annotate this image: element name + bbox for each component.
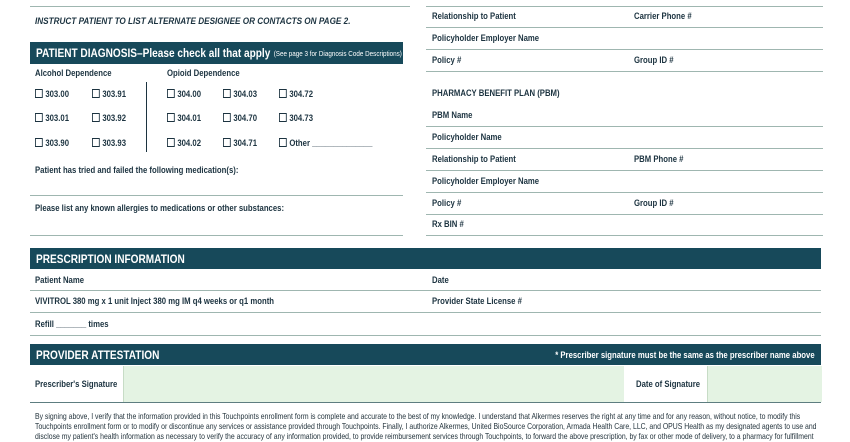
divider — [426, 148, 823, 149]
employer2-label: Policyholder Employer Name — [432, 176, 540, 186]
divider — [426, 27, 823, 28]
checkbox-304-00[interactable]: 304.00 — [167, 89, 201, 99]
divider — [30, 402, 821, 403]
alcohol-heading: Alcohol Dependence — [35, 68, 112, 78]
prescription-header — [30, 248, 821, 269]
checkbox-303-90[interactable]: 303.90 — [35, 138, 69, 148]
policy-label: Policy # — [432, 55, 462, 65]
checkbox-304-73[interactable]: 304.73 — [279, 113, 313, 123]
policy2-label: Policy # — [432, 198, 462, 208]
checkbox-304-02[interactable]: 304.02 — [167, 138, 201, 148]
checkbox-304-70[interactable]: 304.70 — [223, 113, 257, 123]
checkbox-304-71[interactable]: 304.71 — [223, 138, 257, 148]
pbm-name-label: PBM Name — [432, 110, 473, 120]
rx-bin-label: Rx BIN # — [432, 219, 464, 229]
attestation-text-line1: By signing above, I verify that the information provided in this Touchpoints enrollment form is complete and accurate to the best of my knowledge. I understand that Alkermes reserves the right at any time and for any reason, without notice, to modify this — [35, 412, 801, 421]
checkbox-304-01[interactable]: 304.01 — [167, 113, 201, 123]
divider — [426, 49, 823, 50]
group2-label: Group ID # — [634, 198, 674, 208]
tried-failed-label: Patient has tried and failed the following medication(s): — [35, 165, 239, 175]
checkbox-303-93[interactable]: 303.93 — [92, 138, 126, 148]
checkbox-303-00[interactable]: 303.00 — [35, 89, 69, 99]
attestation-header — [30, 344, 821, 365]
patient-name-label: Patient Name — [35, 275, 85, 285]
divider — [30, 312, 821, 313]
divider — [426, 214, 823, 215]
checkbox-303-92[interactable]: 303.92 — [92, 113, 126, 123]
signature-field[interactable] — [123, 366, 624, 402]
attestation-text-line3: disclose my patient's health information as necessary to verify the accuracy of any information provided, to provide reimbursement services through Touchpoints, to forward the above prescription, by fax or other mode of delivery, to a pharmacy for fulfillment — [35, 432, 814, 441]
tried-failed-line[interactable] — [30, 195, 403, 196]
date-of-signature-label: Date of Signature — [636, 379, 701, 389]
divider — [426, 170, 823, 171]
checkbox-other[interactable]: Other ______________ — [279, 138, 372, 148]
drug-label: VIVITROL 380 mg x 1 unit Inject 380 mg IM q4 weeks or q1 month — [35, 296, 274, 306]
checkbox-304-72[interactable]: 304.72 — [279, 89, 313, 99]
divider — [426, 192, 823, 193]
group-label: Group ID # — [634, 55, 674, 65]
diagnosis-header — [30, 42, 403, 64]
divider — [426, 235, 823, 236]
attestation-title: PROVIDER ATTESTATION — [36, 347, 160, 362]
relationship-label: Relationship to Patient — [432, 11, 516, 21]
refill-label[interactable]: Refill _______ times — [35, 319, 109, 329]
prescription-title: PRESCRIPTION INFORMATION — [36, 251, 185, 266]
pbm-phone-label: PBM Phone # — [634, 154, 684, 164]
pbm-heading: PHARMACY BENEFIT PLAN (PBM) — [432, 88, 560, 98]
instruct-text: INSTRUCT PATIENT TO LIST ALTERNATE DESIGNEE OR CONTACTS ON PAGE 2. — [35, 16, 351, 27]
checkbox-303-01[interactable]: 303.01 — [35, 113, 69, 123]
checkbox-303-91[interactable]: 303.91 — [92, 89, 126, 99]
checkbox-304-03[interactable]: 304.03 — [223, 89, 257, 99]
date-label: Date — [432, 275, 449, 285]
policyholder-name-label: Policyholder Name — [432, 132, 502, 142]
column-divider — [146, 82, 147, 152]
divider — [30, 6, 410, 7]
attestation-note: * Prescriber signature must be the same as the prescriber name above — [555, 349, 815, 360]
diagnosis-note: (See page 3 for Diagnosis Code Descriptions) — [273, 48, 402, 58]
divider — [426, 126, 823, 127]
divider — [426, 71, 823, 72]
relationship2-label: Relationship to Patient — [432, 154, 516, 164]
employer-label: Policyholder Employer Name — [432, 33, 540, 43]
divider — [30, 335, 821, 336]
signature-label: Prescriber's Signature — [35, 379, 118, 389]
allergies-label: Please list any known allergies to medications or other substances: — [35, 203, 285, 213]
allergies-line[interactable] — [30, 235, 403, 236]
divider — [30, 290, 821, 291]
carrier-phone-label: Carrier Phone # — [634, 11, 692, 21]
divider — [426, 6, 823, 7]
date-of-signature-field[interactable] — [707, 366, 822, 402]
license-label: Provider State License # — [432, 296, 522, 306]
diagnosis-title: PATIENT DIAGNOSIS–Please check all that apply — [36, 46, 271, 60]
opioid-heading: Opioid Dependence — [167, 68, 240, 78]
attestation-text-line2: Touchpoints enrollment form or to modify or discontinue any services or assistance provided through Touchpoints. Finally, I authorize Alkermes, United BioSource Corporation, Armada Health Care, LLC, and OPUS Health as my designated agents to use and — [35, 422, 817, 431]
